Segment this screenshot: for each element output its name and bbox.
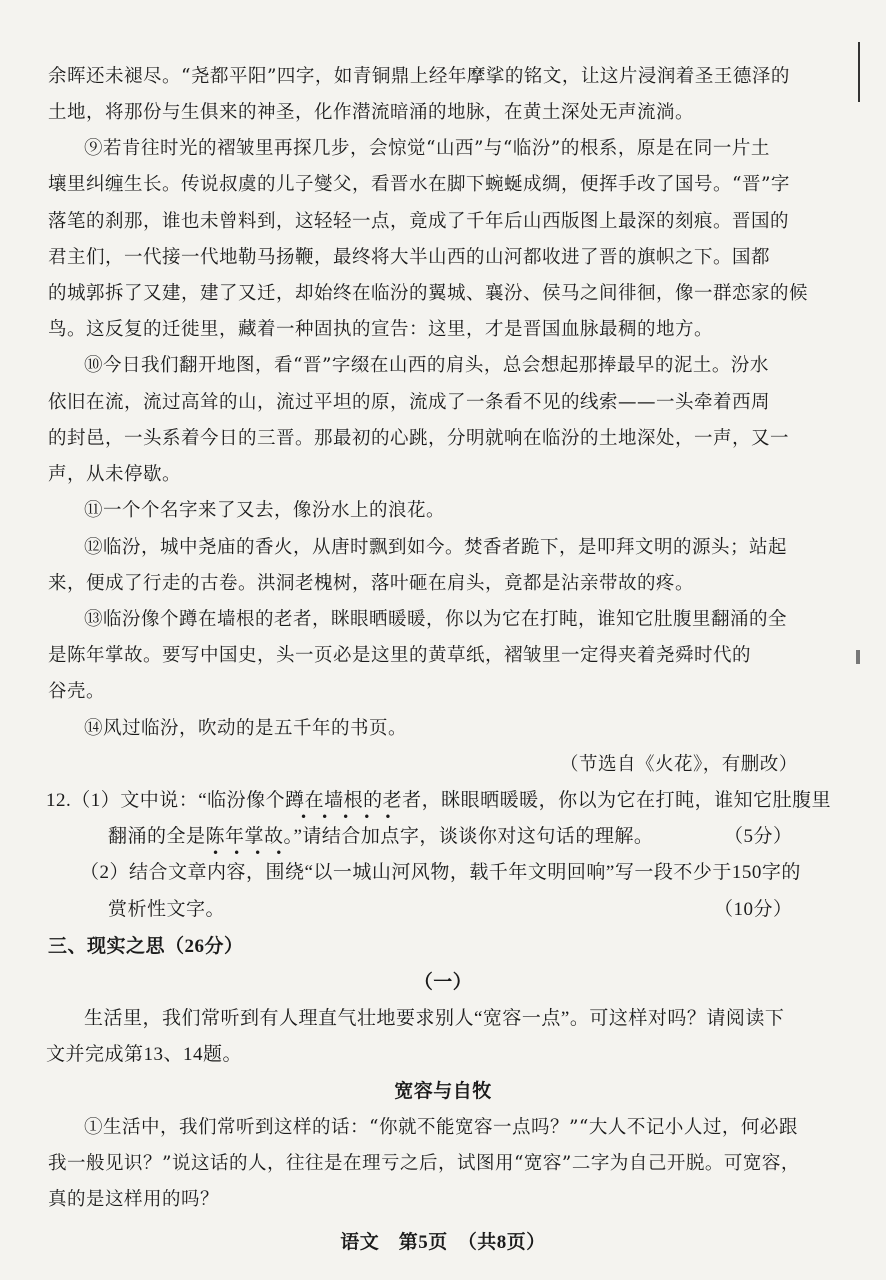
- passage-line: ⑫临汾，城中尧庙的香火，从唐时飘到如今。焚香者跪下，是叩拜文明的源头；站起: [84, 537, 788, 558]
- passage-line: 土地，将那份与生俱来的神圣，化作潜流暗涌的地脉，在黄土深处无声流淌。: [48, 102, 695, 123]
- passage-line: 来，便成了行走的古卷。洪洞老槐树，落叶砸在肩头，竟都是沾亲带故的疼。: [48, 573, 695, 594]
- passage-line: ⑩今日我们翻开地图，看“晋”字缀在山西的肩头，总会想起那捧最早的泥土。汾水: [84, 355, 769, 376]
- passage-line: 谷壳。: [48, 681, 106, 702]
- article-paragraph-line: 真的是这样用的吗？: [48, 1189, 220, 1210]
- passage-line: 是陈年掌故。要写中国史，头一页必是这里的黄草纸，褶皱里一定得夹着尧舜时代的: [48, 645, 752, 666]
- passage-line: 的封邑，一头系着今日的三晋。那最初的心跳，分明就响在临汾的土地深处，一声，又一: [48, 428, 790, 449]
- section-intro-line1: 生活里，我们常听到有人理直气壮地要求别人“宽容一点”。可这样对吗？请阅读下: [84, 1008, 785, 1029]
- passage-line: ⑨若肯往时光的褶皱里再探几步，会惊觉“山西”与“临汾”的根系，原是在同一片土: [84, 138, 770, 159]
- q12-part1-score: （5分）: [724, 826, 793, 847]
- q12-part2-score: （10分）: [714, 899, 793, 920]
- section-intro-line2: 文并完成第13、14题。: [46, 1044, 243, 1065]
- q12-part1-line2: 翻涌的全是陈年掌故。”请结合加点字，谈谈你对这句话的理解。: [108, 826, 654, 847]
- passage-line: 声，从未停歇。: [48, 464, 182, 485]
- passage-line: 余晖还未褪尽。“尧都平阳”四字，如青铜鼎上经年摩挲的铭文，让这片浸润着圣王德泽的: [48, 66, 790, 87]
- emphasis-dots-2: ••••: [212, 846, 297, 860]
- binding-tick: [856, 650, 860, 664]
- passage-line: 君主们，一代接一代地勒马扬鞭，最终将大半山西的山河都收进了晋的旗帜之下。国都: [48, 247, 771, 268]
- section-heading: 三、现实之思（26分）: [48, 936, 244, 957]
- page-footer: 语文 第5页 （共8页）: [340, 1232, 546, 1253]
- passage-line: 壤里纠缠生长。传说叔虞的儿子燮父，看晋水在脚下蜿蜒成绸，便挥手改了国号。“晋”字: [48, 174, 790, 195]
- passage-line: ⑬临汾像个蹲在墙根的老者，眯眼晒暖暖，你以为它在打盹，谁知它肚腹里翻涌的全: [84, 609, 788, 630]
- binding-mark: [858, 42, 860, 102]
- section-subheading: （一）: [413, 972, 473, 993]
- passage-line: 落笔的刹那，谁也未曾料到，这轻轻一点，竟成了千年后山西版图上最深的刻痕。晋国的: [48, 211, 790, 232]
- emphasis-dots-1: •••••: [300, 810, 406, 824]
- passage-line: 依旧在流，流过高耸的山，流过平坦的原，流成了一条看不见的线索——一头牵着西周: [48, 392, 771, 413]
- passage-line: ⑪一个个名字来了又去，像汾水上的浪花。: [84, 500, 446, 521]
- passage-source: （节选自《火花》，有删改）: [560, 754, 798, 775]
- passage-line: 的城郭拆了又建，建了又迁，却始终在临汾的翼城、襄汾、侯马之间徘徊，像一群恋家的候: [48, 283, 809, 304]
- article-title: 宽容与自牧: [394, 1081, 492, 1102]
- article-paragraph-line: ①生活中，我们常听到这样的话：“你就不能宽容一点吗？”“大人不记小人过，何必跟: [84, 1117, 798, 1138]
- q12-part2-line2: 赏析性文字。: [108, 899, 226, 920]
- passage-line: 鸟。这反复的迁徙里，藏着一种固执的宣告：这里，才是晋国血脉最稠的地方。: [48, 319, 714, 340]
- article-paragraph-line: 我一般见识？”说这话的人，往往是在理亏之后，试图用“宽容”二字为自己开脱。可宽容，: [48, 1153, 800, 1174]
- passage-line: ⑭风过临汾，吹动的是五千年的书页。: [84, 718, 408, 739]
- q12-part2-line1: （2）结合文章内容，围绕“以一城山河风物，载千年文明回响”写一段不少于150字的: [80, 862, 801, 883]
- q12-part1-line1: 12.（1）文中说：“临汾像个蹲在墙根的老者，眯眼晒暖暖，你以为它在打盹，谁知它肚腹里: [46, 790, 832, 811]
